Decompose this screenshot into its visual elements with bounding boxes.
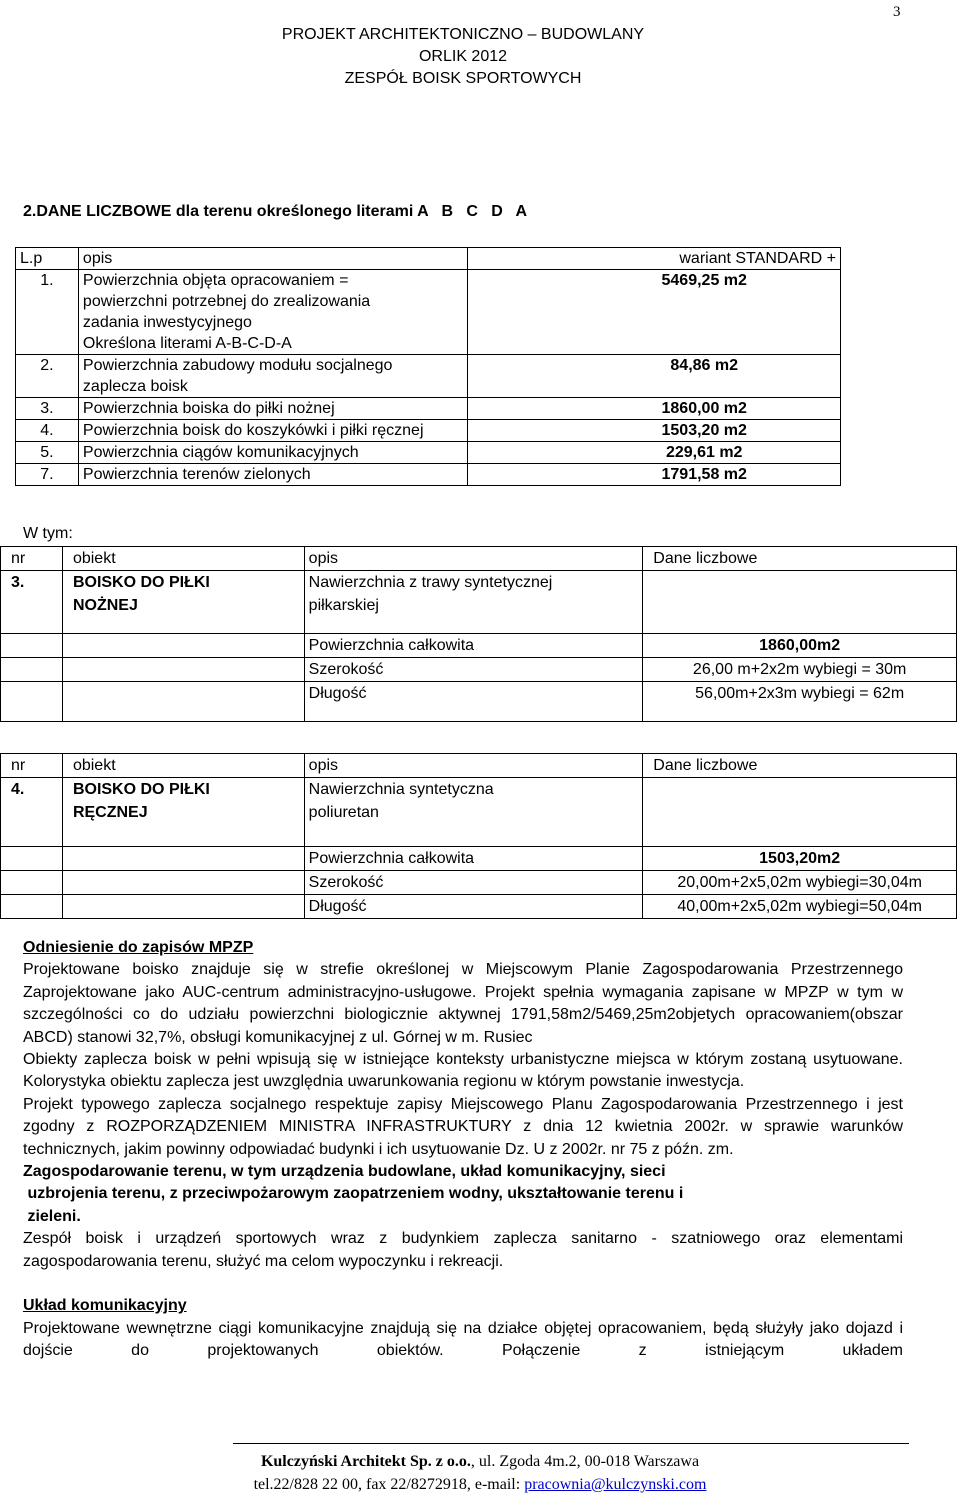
heading-uklad: Układ komunikacyjny — [23, 1297, 187, 1315]
row-lp: 5. — [16, 442, 79, 464]
object-nr: 4. — [1, 778, 63, 847]
footer-email-link[interactable]: pracownia@kulczynski.com — [524, 1476, 707, 1493]
empty-cell — [1, 682, 63, 722]
data-value: 20,00m+2x5,02m wybiegi=30,04m — [643, 871, 957, 895]
data-label: Szerokość — [304, 658, 643, 682]
header-nr: nr — [1, 547, 63, 571]
header-line-2: ORLIK 2012 — [418, 48, 508, 65]
header-opis: opis — [304, 547, 643, 571]
empty-cell — [1, 871, 63, 895]
data-value: 56,00m+2x3m wybiegi = 62m — [643, 682, 957, 722]
row-desc — [78, 355, 467, 398]
empty-cell — [62, 658, 304, 682]
empty-cell — [1, 634, 63, 658]
empty-cell — [1, 658, 63, 682]
object-data — [643, 571, 957, 634]
paragraph-mpzp: Projektowane boisko znajduje się w strefie określonej w Miejscowym Planie Zagospodarowania Przestrzennego Zaprojektowane jako AUC-centrum administracyjno-usługowe. Projekt spełnia wymagania zapisane w MPZP w tym w szczególności co do udziału powierzchni biologicznie aktywnej 1791,58m2/5469,25m2objetych opracowaniem(obszar ABCD) stanowi 32,7%, obsługi komunikacyjnej z ul. Górnej w m. Rusiec — [23, 961, 903, 1046]
header-nr: nr — [1, 754, 63, 778]
summary-header-row — [16, 248, 841, 270]
object-desc-line: piłkarskiej — [308, 597, 379, 614]
footer-divider — [233, 1443, 909, 1444]
object-name-line: BOISKO DO PIŁKI — [72, 781, 210, 798]
footer — [0, 1450, 960, 1496]
header-opis: opis — [304, 754, 643, 778]
object-desc-line: poliuretan — [308, 804, 379, 821]
header-line-3: ZESPÓŁ BOISK SPORTOWYCH — [344, 70, 582, 87]
table-row — [16, 398, 841, 420]
empty-cell — [62, 634, 304, 658]
bold-heading-line-3: zieleni. — [23, 1207, 81, 1225]
row-lp: 1. — [16, 270, 79, 355]
row-desc — [78, 270, 467, 355]
row-desc: Powierzchnia terenów zielonych — [78, 464, 467, 486]
header-line-1: PROJEKT ARCHITEKTONICZNO – BUDOWLANY — [281, 26, 645, 43]
row-desc-line: Powierzchnia zabudowy modułu socjalnego — [82, 357, 393, 374]
row-value: 5469,25 m2 — [468, 270, 841, 355]
row-desc: Powierzchnia boisk do koszykówki i piłki ręcznej — [78, 420, 467, 442]
detail-object-row — [1, 778, 957, 847]
header-obiekt: obiekt — [62, 547, 304, 571]
data-value: 1860,00m2 — [643, 634, 957, 658]
object-name-line: NOŻNEJ — [72, 597, 138, 614]
object-desc — [304, 571, 643, 634]
row-value: 1860,00 m2 — [468, 398, 841, 420]
row-desc-line: Określona literami A-B-C-D-A — [82, 335, 292, 352]
paragraph-context: Obiekty zaplecza boisk w pełni wpisują się w istniejące konteksty urbanistyczne miejsca w którym zostaną usytuowane. Kolorystyka obiektu zaplecza jest uwzględnia uwarunkowania regionu w którym powstanie inwestycja. — [23, 1051, 903, 1091]
object-desc-line: Nawierzchnia z trawy syntetycznej — [308, 574, 553, 591]
footer-company: Kulczyński Architekt Sp. z o.o. — [260, 1453, 471, 1470]
row-lp: 4. — [16, 420, 79, 442]
row-desc-line: powierzchni potrzebnej do zrealizowania — [82, 293, 371, 310]
data-label: Powierzchnia całkowita — [304, 634, 643, 658]
row-lp: 2. — [16, 355, 79, 398]
detail-data-row — [1, 658, 957, 682]
paragraph-sport-complex: Zespół boisk i urządzeń sportowych wraz z budynkiem zaplecza sanitarno - szatniowego oraz elementami zagospodarowania terenu, służyć ma celom wypoczynku i rekreacji. — [23, 1230, 903, 1270]
w-tym-label: W tym: — [23, 525, 73, 542]
table-row — [16, 464, 841, 486]
row-lp: 3. — [16, 398, 79, 420]
object-name — [62, 571, 304, 634]
data-value: 1503,20m2 — [643, 847, 957, 871]
empty-cell — [62, 847, 304, 871]
data-value: 40,00m+2x5,02m wybiegi=50,04m — [643, 895, 957, 919]
row-value: 1503,20 m2 — [468, 420, 841, 442]
row-lp: 7. — [16, 464, 79, 486]
detail-data-row — [1, 895, 957, 919]
data-label: Powierzchnia całkowita — [304, 847, 643, 871]
object-name-line: BOISKO DO PIŁKI — [72, 574, 210, 591]
data-value: 26,00 m+2x2m wybiegi = 30m — [643, 658, 957, 682]
detail-table-handball — [0, 753, 957, 919]
summary-table — [15, 247, 841, 486]
row-desc: Powierzchnia boiska do piłki nożnej — [78, 398, 467, 420]
detail-data-row — [1, 847, 957, 871]
detail-header-row — [1, 547, 957, 571]
detail-header-row — [1, 754, 957, 778]
empty-cell — [62, 895, 304, 919]
page-number: 3 — [893, 4, 901, 20]
object-name-line: RĘCZNEJ — [72, 804, 148, 821]
object-data — [643, 778, 957, 847]
header-dane: Dane liczbowe — [643, 547, 957, 571]
data-label: Szerokość — [304, 871, 643, 895]
data-label: Długość — [304, 682, 643, 722]
detail-data-row — [1, 682, 957, 722]
row-desc-line: zaplecza boisk — [82, 378, 188, 395]
bold-heading-line-2: uzbrojenia terenu, z przeciwpożarowym zaopatrzeniem wodny, ukształtowanie terenu i — [23, 1185, 684, 1203]
row-desc-line: Powierzchnia objęta opracowaniem = — [82, 272, 349, 289]
empty-cell — [62, 871, 304, 895]
object-nr: 3. — [1, 571, 63, 634]
header-opis: opis — [78, 248, 467, 270]
table-row — [16, 420, 841, 442]
empty-cell — [62, 682, 304, 722]
header-obiekt: obiekt — [62, 754, 304, 778]
object-desc-line: Nawierzchnia syntetyczna — [308, 781, 494, 798]
document-header — [0, 24, 926, 90]
empty-cell — [1, 895, 63, 919]
bold-heading-line-1: Zagospodarowanie terenu, w tym urządzenia budowlane, układ komunikacyjny, sieci — [23, 1163, 666, 1181]
row-value: 1791,58 m2 — [468, 464, 841, 486]
footer-contact: tel.22/828 22 00, fax 22/8272918, e-mail: — [253, 1476, 525, 1493]
detail-data-row — [1, 634, 957, 658]
object-name — [62, 778, 304, 847]
section-title: 2.DANE LICZBOWE dla terenu określonego literami A B C D A — [23, 203, 528, 220]
row-desc-line: zadania inwestycyjnego — [82, 314, 252, 331]
paragraph-regulation: Projekt typowego zaplecza socjalnego respektuje zapisy Miejscowego Planu Zagospodarowania Przestrzennego i jest zgodny z ROZPORZĄDZENIEM MINISTRA INFRASTRUKTURY z dnia 12 kwietnia 2002r. w sprawie warunków technicznych, jakim powinny odpowiadać budynki i ich usytuowanie Dz. U z 2002r. nr 75 z późn. zm. — [23, 1095, 903, 1158]
row-value: 229,61 m2 — [468, 442, 841, 464]
table-row — [16, 270, 841, 355]
detail-object-row — [1, 571, 957, 634]
empty-cell — [1, 847, 63, 871]
detail-table-football — [0, 546, 957, 722]
row-value: 84,86 m2 — [468, 355, 841, 398]
object-desc — [304, 778, 643, 847]
header-lp: L.p — [16, 248, 79, 270]
row-desc: Powierzchnia ciągów komunikacyjnych — [78, 442, 467, 464]
table-row — [16, 442, 841, 464]
heading-mpzp: Odniesienie do zapisów MPZP — [23, 939, 254, 956]
header-dane: Dane liczbowe — [643, 754, 957, 778]
footer-address: , ul. Zgoda 4m.2, 00-018 Warszawa — [470, 1453, 700, 1470]
detail-data-row — [1, 871, 957, 895]
paragraph-communication: Projektowane wewnętrzne ciągi komunikacyjne znajdują się na działce objętej opracowaniem, będą służyły jako dojazd i dojście do projektowanych obiektów. Połączenie z istniejącym układem — [23, 1319, 903, 1359]
body-text — [23, 937, 903, 1362]
header-wariant: wariant STANDARD + — [468, 248, 841, 270]
data-label: Długość — [304, 895, 643, 919]
table-row — [16, 355, 841, 398]
